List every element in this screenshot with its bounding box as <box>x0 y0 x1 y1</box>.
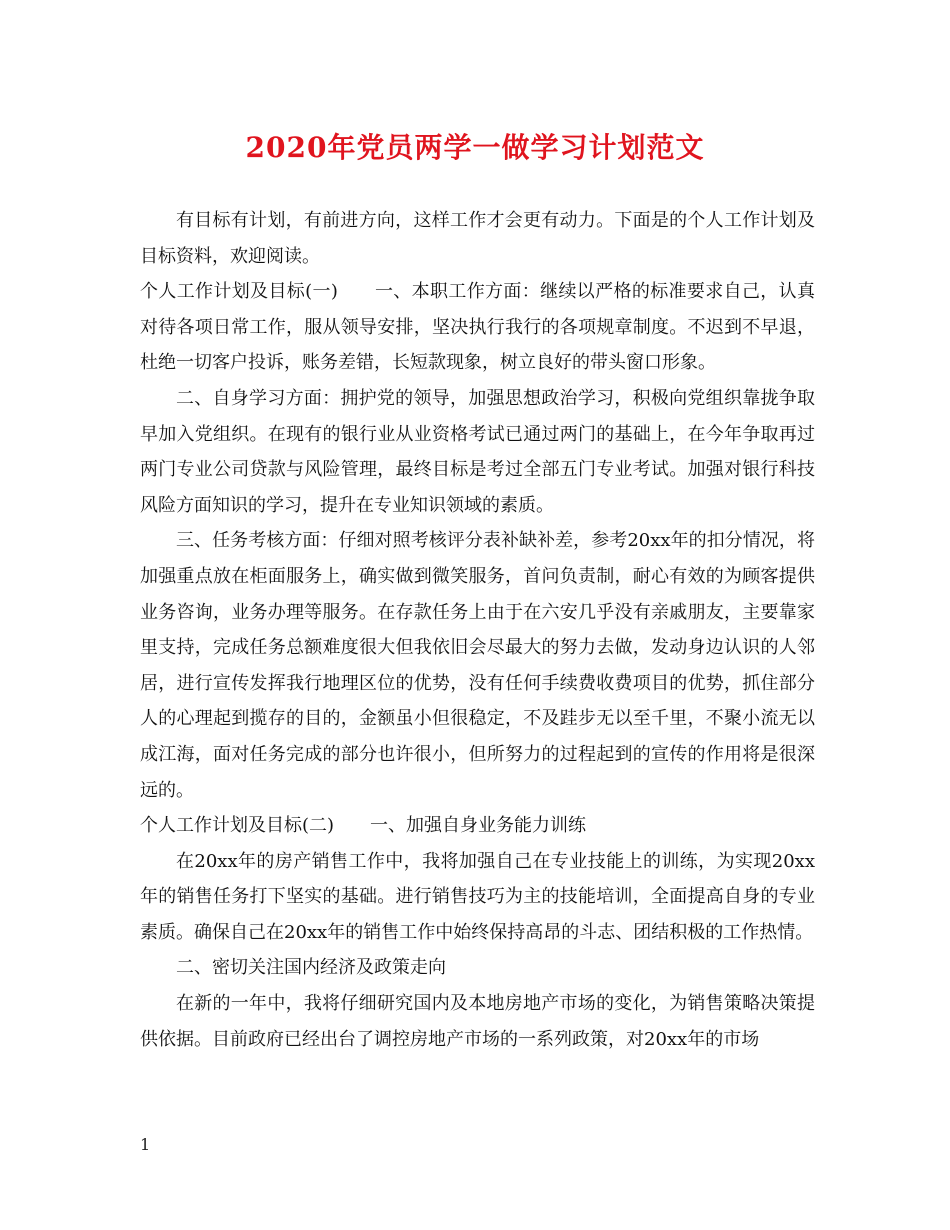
document-body <box>140 203 815 1057</box>
paragraph-plan-two-heading: 个人工作计划及目标(二) 一、加强自身业务能力训练 <box>140 815 587 837</box>
paragraph-intro: 有目标有计划，有前进方向，这样工作才会更有动力。下面是的个人工作计划及目标资料，欢迎阅读。 <box>140 210 815 267</box>
paragraph-assessment: 三、任务考核方面：仔细对照考核评分表补缺补差，参考20xx年的扣分情况，将加强重点放在柜面服务上，确实做到微笑服务，首问负责制，耐心有效的为顾客提供业务咨询，业务办理等服务。在存款任务上由于在六安几乎没有亲戚朋友，主要靠家里支持，完成任务总额难度很大但我依旧会尽最大的努力去做，发动身边认识的人邻居，进行宣传发挥我行地理区位的优势，没有任何手续费收费项目的优势，抓住部分人的心理起到揽存的目的，金额虽小但很稳定，不及跬步无以至千里，不聚小流无以成江海，面对任务完成的部分也许很小，但所努力的过程起到的宣传的作用将是很深远的。 <box>140 530 815 801</box>
paragraph-market-research: 在新的一年中，我将仔细研究国内及本地房地产市场的变化，为销售策略决策提供依据。目前政府已经出台了调控房地产市场的一系列政策，对20xx年的市场 <box>140 993 815 1050</box>
document-title: 2020年党员两学一做学习计划范文 <box>245 131 705 164</box>
paragraph-plan-one-duty: 个人工作计划及目标(一) 一、本职工作方面：继续以严格的标准要求自己，认真对待各项日常工作，服从领导安排，坚决执行我行的各项规章制度。不迟到不早退，杜绝一切客户投诉，账务差错，长短款现象，树立良好的带头窗口形象。 <box>140 281 815 374</box>
paragraph-study: 二、自身学习方面：拥护党的领导，加强思想政治学习，积极向党组织靠拢争取早加入党组织。在现有的银行业从业资格考试已通过两门的基础上，在今年争取再过两门专业公司贷款与风险管理，最终目标是考过全部五门专业考试。加强对银行科技风险方面知识的学习，提升在专业知识领域的素质。 <box>140 387 815 516</box>
paragraph-economy-heading: 二、密切关注国内经济及政策走向 <box>176 957 446 979</box>
paragraph-sales-training: 在20xx年的房产销售工作中，我将加强自己在专业技能上的训练，为实现20xx年的销售任务打下坚实的基础。进行销售技巧为主的技能培训，全面提高自身的专业素质。确保自己在20xx年的销售工作中始终保持高昂的斗志、团结积极的工作热情。 <box>140 850 815 943</box>
page-number: 1 <box>140 1135 151 1154</box>
